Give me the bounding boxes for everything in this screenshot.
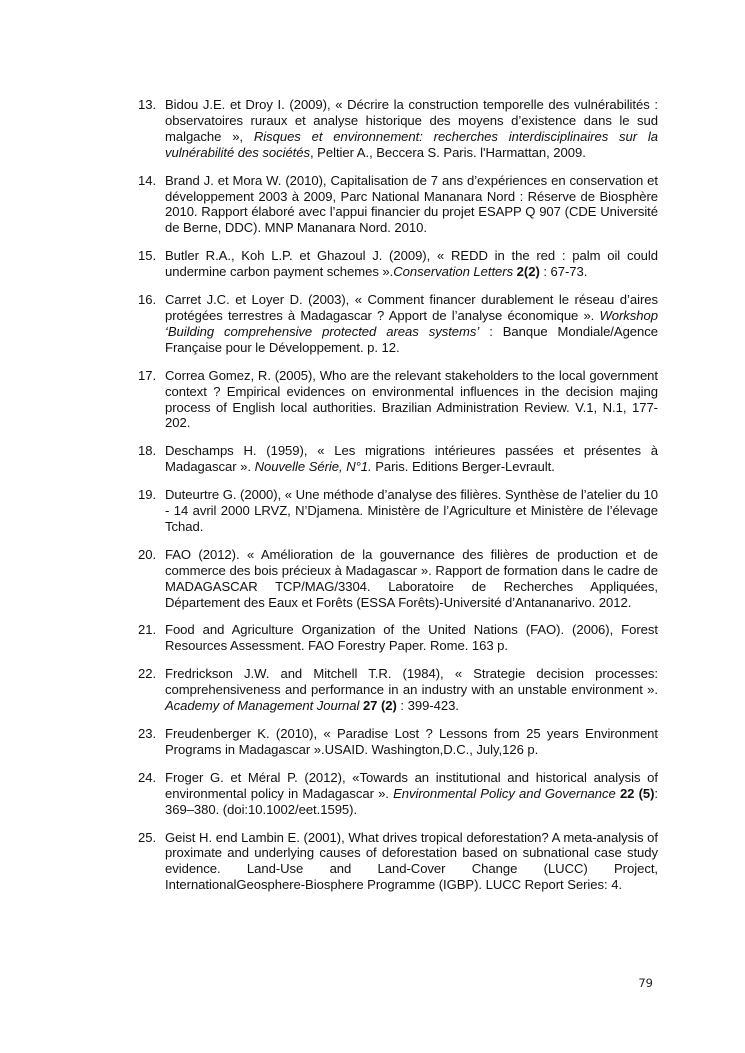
reference-text-segment: : 399-423. bbox=[396, 698, 459, 714]
reference-text bbox=[165, 622, 658, 653]
reference-number: 25. bbox=[138, 829, 157, 845]
reference-item bbox=[138, 97, 658, 161]
reference-text bbox=[165, 830, 658, 893]
reference-number: 23. bbox=[138, 726, 157, 741]
reference-number: 22. bbox=[138, 666, 157, 682]
page-number: 79 bbox=[638, 976, 653, 990]
reference-number: 21. bbox=[138, 622, 157, 638]
reference-number: 17. bbox=[138, 367, 157, 383]
reference-volume-bold: 2(2) bbox=[516, 264, 540, 280]
reference-text-segment: : 369–380. (doi:10.1002/eet.1595). bbox=[165, 785, 659, 817]
reference-text-segment: : Banque Mondiale/Agence Française pour le Développement. p. 12. bbox=[165, 323, 658, 355]
reference-text-segment: Paris. Editions Berger-Levrault. bbox=[371, 459, 555, 475]
reference-number: 15. bbox=[138, 248, 157, 264]
reference-text bbox=[165, 368, 658, 431]
reference-text bbox=[165, 770, 658, 817]
reference-number: 14. bbox=[138, 172, 157, 188]
reference-text-segment: Butler R.A., Koh L.P. et Ghazoul J. (2009), « REDD in the red : palm oil could undermine carbon payment schemes ». bbox=[165, 248, 658, 280]
reference-text bbox=[165, 726, 658, 757]
reference-item bbox=[138, 547, 658, 611]
reference-title-italic: Workshop ‘Building comprehensive protected areas systems’ bbox=[165, 307, 658, 339]
reference-text bbox=[165, 173, 658, 236]
reference-text bbox=[165, 443, 658, 474]
reference-item bbox=[138, 726, 658, 758]
reference-text-segment: FAO (2012). « Amélioration de la gouvernance des filières de production et de commerce des bois précieux à Madagascar ». Rapport de formation dans le cadre de MADAGASCAR TCP/MAG/3304. Laboratoire de Recherches Appliquées, Département des Eaux et Forêts (ESSA Forêts)-Université d’Antananarivo. 2012. bbox=[165, 546, 658, 610]
reference-item bbox=[138, 487, 658, 535]
reference-volume-bold: 27 (2) bbox=[362, 698, 397, 714]
reference-list bbox=[138, 97, 658, 905]
reference-number: 20. bbox=[138, 546, 157, 562]
reference-text-segment: Food and Agriculture Organization of the United Nations (FAO). (2006), Forest Resources Assessment. FAO Forestry Paper. Rome. 163 p. bbox=[165, 622, 658, 654]
reference-text bbox=[165, 547, 658, 610]
reference-text-segment: Fredrickson J.W. and Mitchell T.R. (1984), « Strategie decision processes: comprehensiveness and performance in an industry with an unstable environment ». bbox=[165, 666, 658, 698]
reference-text bbox=[165, 248, 658, 279]
reference-text-segment: , Peltier A., Beccera S. Paris. l'Harmattan, 2009. bbox=[310, 144, 586, 160]
reference-item bbox=[138, 248, 658, 280]
reference-text-segment: Deschamps H. (1959), « Les migrations intérieures passées et présentes à Madagascar ». bbox=[165, 443, 658, 475]
reference-text-segment: Carret J.C. et Loyer D. (2003), « Comment financer durablement le réseau d’aires protégées terrestres à Madagascar ? Apport de l’analyse économique ». bbox=[165, 292, 658, 323]
reference-title-italic: Conservation Letters bbox=[393, 264, 514, 280]
reference-item bbox=[138, 443, 658, 475]
reference-text-segment: Brand J. et Mora W. (2010), Capitalisation de 7 ans d’expériences en conservation et développement 2003 à 2009, Parc National Mananara Nord : Réserve de Biosphère 2010. Rapport élaboré avec l’appui financier du projet ESAPP Q 907 (CDE Université de Berne, DDC). MNP Mananara Nord. 2010. bbox=[165, 172, 658, 236]
reference-text-segment: Correa Gomez, R. (2005), Who are the relevant stakeholders to the local government context ? Empirical evidences on environmental influences in the decision majing process of English local authorities. Brazilian Administration Review. V.1, N.1, 177-202. bbox=[165, 367, 658, 431]
reference-text-segment: : 67-73. bbox=[539, 264, 588, 280]
reference-text-segment: Geist H. end Lambin E. (2001), What drives tropical deforestation? A meta-analysis of proximate and underlying causes of deforestation based on subnational case study evidence. Land-Use and Land-Cover Change (LUCC) Project, InternationalGeosphere-Biosphere Programme (IGBP). LUCC Report Series: 4. bbox=[165, 829, 658, 893]
reference-item bbox=[138, 368, 658, 432]
reference-text bbox=[165, 666, 658, 713]
reference-number: 24. bbox=[138, 769, 157, 785]
reference-title-italic: Risques et environnement: recherches interdisciplinaires sur la vulnérabilité des sociétés bbox=[165, 128, 658, 160]
reference-item bbox=[138, 666, 658, 714]
reference-item bbox=[138, 622, 658, 654]
reference-text-segment: Freudenberger K. (2010), « Paradise Lost ? Lessons from 25 years Environment Programs in Madagascar ».USAID. Washington,D.C., July,126 p. bbox=[165, 726, 658, 757]
reference-item bbox=[138, 173, 658, 237]
reference-item bbox=[138, 830, 658, 894]
reference-title-italic: Environmental Policy and Governance bbox=[393, 785, 616, 801]
reference-title-italic: Nouvelle Série, N°1. bbox=[254, 459, 372, 475]
reference-text-segment: Froger G. et Méral P. (2012), «Towards an institutional and historical analysis of environmental policy in Madagascar ». bbox=[165, 769, 658, 801]
reference-number: 13. bbox=[138, 97, 157, 112]
reference-text bbox=[165, 292, 658, 355]
reference-volume-bold: 22 (5) bbox=[619, 785, 655, 801]
reference-item bbox=[138, 770, 658, 818]
reference-title-italic: Academy of Management Journal bbox=[165, 698, 360, 714]
reference-number: 16. bbox=[138, 292, 157, 308]
reference-text bbox=[165, 97, 658, 160]
reference-text-segment: Bidou J.E. et Droy I. (2009), « Décrire la construction temporelle des vulnérabilités : observatoires ruraux et analyse historique des moyens d’existence dans le sud malgache », bbox=[165, 97, 658, 144]
reference-number: 18. bbox=[138, 443, 157, 459]
reference-text-segment: Duteurtre G. (2000), « Une méthode d’analyse des filières. Synthèse de l’atelier du 10 - 14 avril 2000 LRVZ, N’Djamena. Ministère de l’Agriculture et Ministère de l’élevage Tchad. bbox=[165, 487, 658, 534]
reference-text bbox=[165, 487, 658, 534]
reference-item bbox=[138, 292, 658, 356]
reference-number: 19. bbox=[138, 487, 157, 503]
